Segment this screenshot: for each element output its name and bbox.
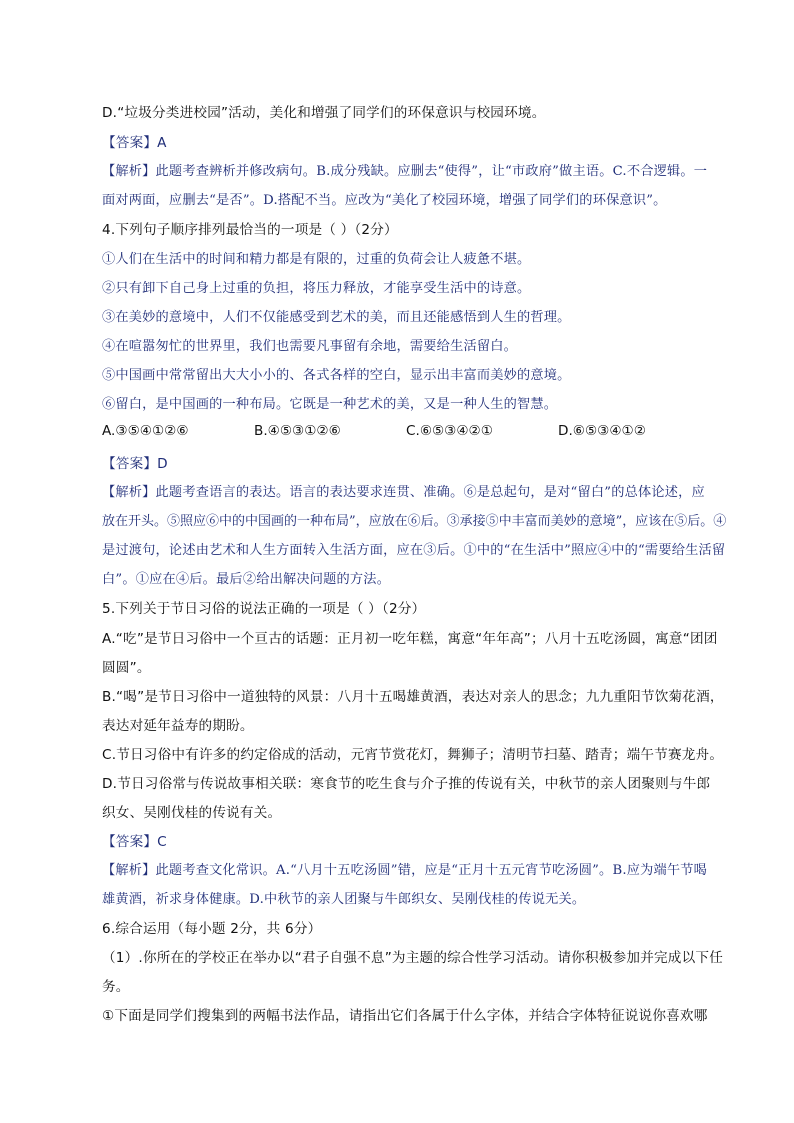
q5-stem: 5.下列关于节日习俗的说法正确的一项是（ ）（2分） — [102, 601, 426, 617]
q5-option-b-line-1: B.“喝”是节日习俗中一道独特的风景：八月十五喝雄黄酒，表达对亲人的思念；九九重阳节饮菊花酒， — [102, 689, 724, 705]
q5-analysis-line-1: 【解析】此题考查文化常识。A.“八月十五吃汤圆”错，应是“正月十五元宵节吃汤圆”。B.应为端午节喝 — [102, 863, 708, 878]
q3-analysis-line-1: 【解析】此题考查辨析并修改病句。B.成分残缺。应删去“使得”，让“市政府”做主语。C.不合逻辑。一 — [102, 164, 708, 179]
q4-answer: 【答案】D — [102, 456, 168, 472]
q5-analysis-line-2: 雄黄酒，祈求身体健康。D.中秋节的亲人团聚与牛郎织女、吴刚伐桂的传说无关。 — [102, 892, 586, 907]
q5-option-a-line-1: A.“吃”是节日习俗中一个亘古的话题：正月初一吃年糕，寓意“年年高”；八月十五吃汤圆，寓意“团团 — [102, 631, 718, 647]
q5-option-d-line-1: D.节日习俗常与传说故事相关联：寒食节的吃生食与介子推的传说有关，中秋节的亲人团聚则与牛郎 — [102, 776, 711, 792]
q5-option-b-line-2: 表达对延年益寿的期盼。 — [102, 718, 254, 734]
q4-sentence-5: ⑤中国画中常常留出大大小小的、各式各样的空白，显示出丰富而美妙的意境。 — [102, 368, 571, 383]
q6-sub1-line-2: 务。 — [102, 979, 130, 995]
q4-analysis-line-2: 放在开头。⑤照应⑥中的中国画的一种布局”，应放在⑥后。③承接⑤中丰富而美妙的意境”，应该在⑤后。④ — [102, 514, 727, 529]
q4-sentence-6: ⑥留白，是中国画的一种布局。它既是一种艺术的美，又是一种人生的智慧。 — [102, 397, 558, 412]
q5-option-c: C.节日习俗中有许多的约定俗成的活动，元宵节赏花灯，舞狮子；清明节扫墓、踏青；端午节赛龙舟。 — [102, 747, 724, 763]
q3-analysis-line-2: 面对两面，应删去“是否”。D.搭配不当。应改为“美化了校园环境，增强了同学们的环保意识”。 — [102, 193, 667, 208]
q4-analysis-line-3: 是过渡句，论述由艺术和人生方面转入生活方面，应在③后。①中的“在生活中”照应④中的“需要给生活留 — [102, 543, 726, 558]
q5-option-a-line-2: 圆圆”。 — [102, 660, 151, 676]
q4-sentence-2: ②只有卸下自己身上过重的负担，将压力释放，才能享受生活中的诗意。 — [102, 281, 531, 296]
q6-task-1: ①下面是同学们搜集到的两幅书法作品，请指出它们各属于什么字体，并结合字体特征说说你喜欢哪 — [102, 1008, 708, 1024]
q4-sentence-3: ③在美妙的意境中，人们不仅能感受到艺术的美，而且还能感悟到人生的哲理。 — [102, 310, 571, 325]
q4-option-c: C.⑥⑤③④②① — [406, 423, 493, 439]
q4-analysis-line-4: 白”。①应在④后。最后②给出解决问题的方法。 — [102, 572, 391, 587]
q5-option-d-line-2: 织女、吴刚伐桂的传说有关。 — [102, 805, 282, 821]
q4-sentence-1: ①人们在生活中的时间和精力都是有限的，过重的负荷会让人疲惫不堪。 — [102, 252, 531, 267]
q6-sub1-line-1: （1）.你所在的学校正在举办以“君子自强不息”为主题的综合性学习活动。请你积极参加并完成以下任 — [102, 950, 723, 966]
q3-answer: 【答案】A — [102, 135, 167, 151]
q5-answer: 【答案】C — [102, 834, 167, 850]
q4-option-d: D.⑥⑤③④①② — [558, 423, 646, 439]
q4-stem: 4.下列句子顺序排列最恰当的一项是（ ）（2分） — [102, 222, 398, 238]
q3-option-d: D.“垃圾分类进校园”活动，美化和增强了同学们的环保意识与校园环境。 — [102, 105, 546, 121]
q6-stem: 6.综合运用（每小题 2分，共 6分） — [102, 921, 322, 937]
q4-option-b: B.④⑤③①②⑥ — [254, 423, 341, 439]
q4-sentence-4: ④在喧嚣匆忙的世界里，我们也需要凡事留有余地，需要给生活留白。 — [102, 339, 518, 354]
q4-option-a: A.③⑤④①②⑥ — [102, 423, 189, 439]
q4-analysis-line-1: 【解析】此题考查语言的表达。语言的表达要求连贯、准确。⑥是总起句，是对“留白”的总体论述，应 — [102, 485, 705, 500]
